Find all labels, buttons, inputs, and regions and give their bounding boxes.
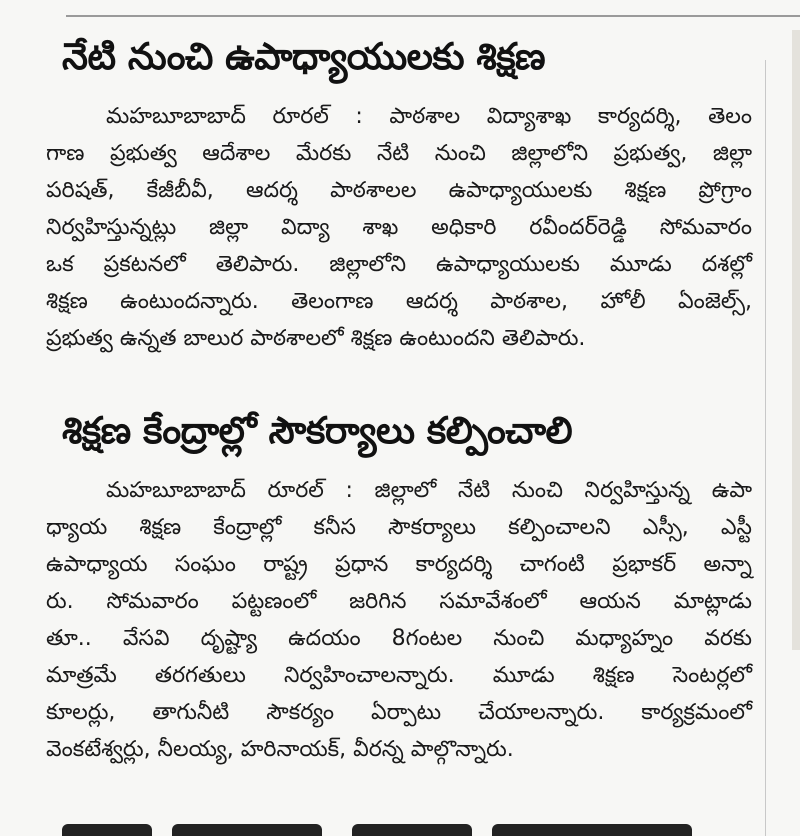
article-line: మాత్రమే తరగతులు నిర్వహించాలన్నారు. మూడు శిక్షణ సెంటర్లలో — [46, 663, 752, 688]
article-body — [46, 98, 756, 357]
article-teacher-training — [46, 30, 756, 357]
column-divider — [765, 60, 766, 836]
article-line: తూ.. వేసవి దృష్ట్యా ఉదయం 8గంటల నుంచి మధ్యాహ్నం వరకు — [46, 626, 752, 651]
article-line: మహబూబాబాద్ రూరల్ : జిల్లాలో నేటి నుంచి నిర్వహిస్తున్న ఉపా — [106, 478, 752, 503]
article-body — [46, 472, 756, 768]
article-line: కూలర్లు, తాగునీటి సౌకర్యం ఏర్పాటు చేయాలన్నారు. కార్యక్రమంలో — [46, 700, 752, 725]
article-line: పరిషత్, కేజీబీవీ, ఆదర్శ పాఠశాలల ఉపాధ్యాయులకు శిక్షణ ప్రోగ్రాం — [46, 178, 752, 203]
article-line: ధ్యాయ శిక్షణ కేంద్రాల్లో కనీస సౌకర్యాలు కల్పించాలని ఎస్సీ, ఎస్టీ — [46, 515, 752, 540]
article-line: ప్రభుత్వ ఉన్నత బాలుర పాఠశాలలో శిక్షణ ఉంటుందని తెలిపారు. — [46, 326, 586, 351]
article-line: రు. సోమవారం పట్టణంలో జరిగిన సమావేశంలో ఆయన మాట్లాడు — [46, 589, 752, 614]
article-line: శిక్షణ ఉంటుందన్నారు. తెలంగాణ ఆదర్శ పాఠశాల, హోలీ ఏంజెల్స్, — [46, 289, 752, 314]
article-headline: నేటి నుంచి ఉపాధ్యాయులకు శిక్షణ — [62, 35, 546, 78]
article-line: మహబూబాబాద్ రూరల్ : పాఠశాల విద్యాశాఖ కార్యదర్శి, తెలం — [106, 104, 752, 129]
article-training-facilities — [46, 404, 756, 768]
article-headline: శిక్షణ కేంద్రాల్లో సౌకర్యాలు కల్పించాలి — [62, 409, 573, 452]
cropped-next-headline — [62, 806, 712, 836]
article-line: ఒక ప్రకటనలో తెలిపారు. జిల్లాలోని ఉపాధ్యాయులకు మూడు దశల్లో — [46, 252, 752, 277]
article-line: వెంకటేశ్వర్లు, నీలయ్య, హరినాయక్, వీరన్న పాల్గొన్నారు. — [46, 737, 514, 762]
adjacent-column-edge — [792, 30, 800, 650]
article-line: గాణ ప్రభుత్వ ఆదేశాల మేరకు నేటి నుంచి జిల్లాలోని ప్రభుత్వ, జిల్లా — [46, 141, 752, 166]
article-line: ఉపాధ్యాయ సంఘం రాష్ట్ర ప్రధాన కార్యదర్శి చాగంటి ప్రభాకర్ అన్నా — [46, 552, 752, 577]
article-line: నిర్వహిస్తున్నట్లు జిల్లా విద్యా శాఖ అధికారి రవీందర్‌రెడ్డి సోమవారం — [46, 215, 752, 240]
top-rule — [66, 15, 800, 17]
